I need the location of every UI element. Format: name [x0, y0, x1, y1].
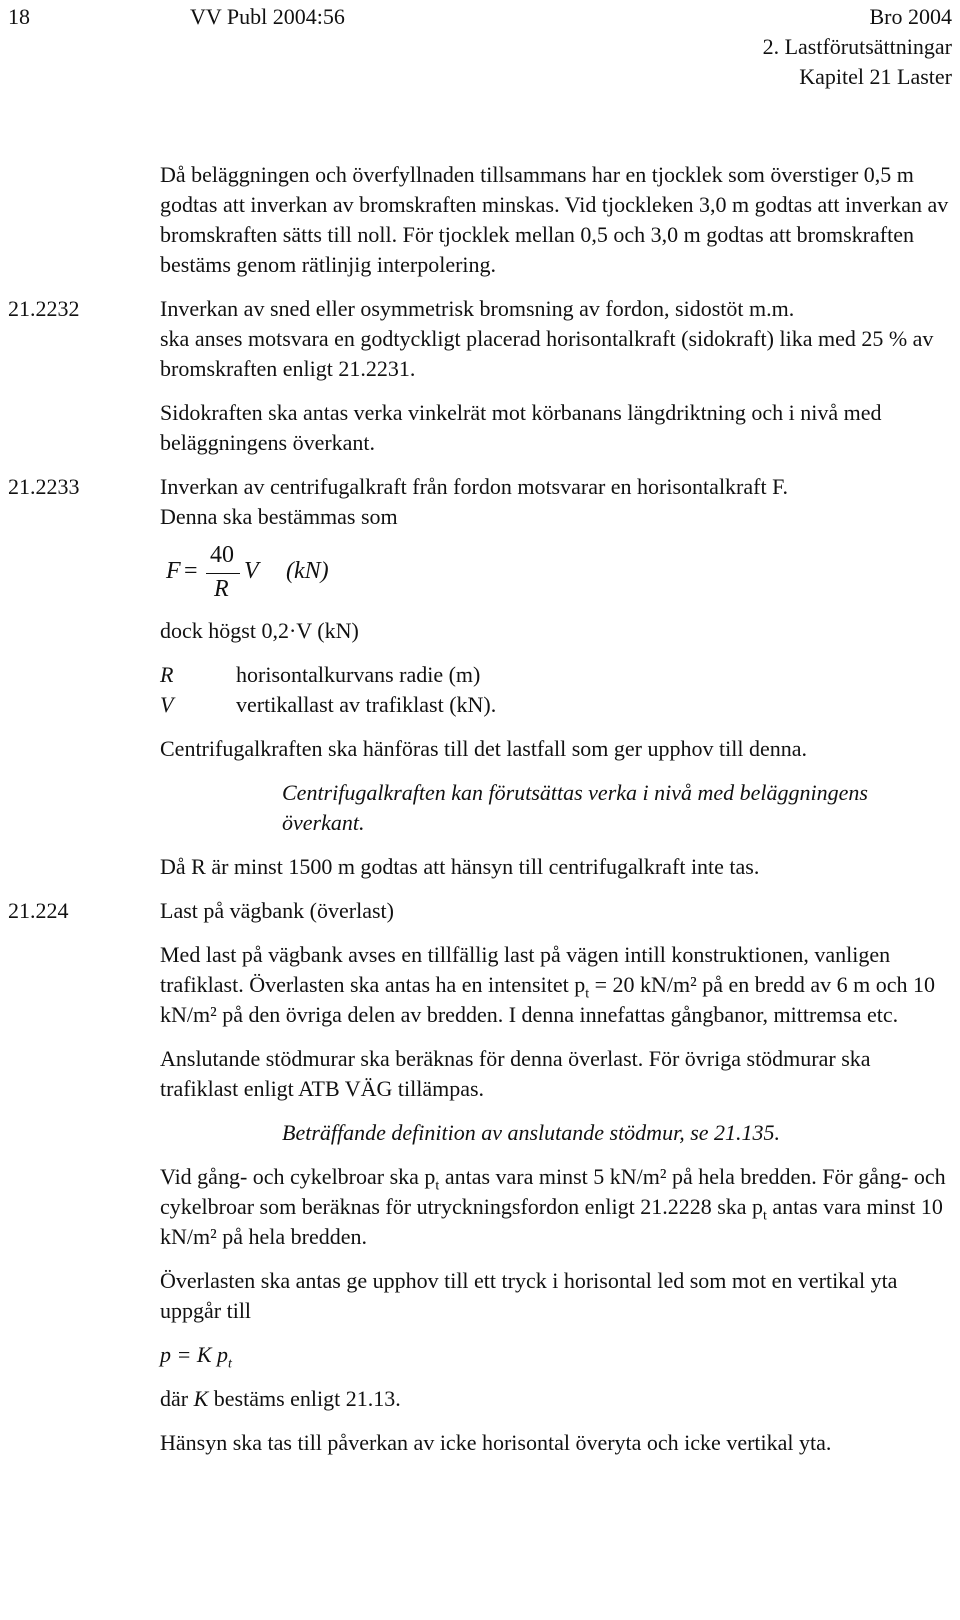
paragraph: ska anses motsvara en godtyckligt placerad horisontalkraft (sidokraft) lika med 25 % av bromskraften enligt 21.2231. [160, 326, 934, 381]
equation-main: p = K p [160, 1342, 229, 1367]
section-heading: Last på vägbank (överlast) [160, 898, 394, 923]
formula-lhs: F [166, 558, 181, 584]
definition-symbol: V [160, 692, 174, 717]
section-21-2233 [8, 472, 952, 896]
formula-unit: (kN) [286, 558, 329, 584]
formula-denominator: R [214, 576, 229, 602]
publication-id: VV Publ 2004:56 [190, 4, 345, 29]
text-run: Med last på vägbank avses en tillfällig last på vägen intill konstruktionen, vanligen trafiklast. Överlasten ska antas ha en intensitet p [160, 942, 891, 997]
definition-text: horisontalkurvans radie (m) [236, 662, 481, 687]
formula-numerator: 40 [210, 542, 234, 568]
paragraph: Då R är minst 1500 m godtas att hänsyn till centrifugalkraft inte tas. [160, 854, 760, 879]
subscript: t [435, 1178, 440, 1194]
paragraph: Sidokraften ska antas verka vinkelrät mot körbanans längdriktning och i nivå med beläggningens överkant. [160, 400, 882, 455]
paragraph: Hänsyn ska tas till påverkan av icke horisontal överyta och icke vertikal yta. [160, 1430, 832, 1455]
equation-subscript: t [228, 1356, 232, 1372]
page-number: 18 [8, 4, 30, 29]
definition-symbol: R [160, 662, 174, 687]
definition-row [160, 660, 950, 690]
running-header [763, 2, 952, 92]
section-heading: Inverkan av centrifugalkraft från fordon motsvarar en horisontalkraft F. [160, 474, 789, 499]
definition-text: vertikallast av trafiklast (kN). [236, 692, 497, 717]
text-run: Vid gång- och cykelbroar ska p [160, 1164, 436, 1189]
subscript: t [585, 986, 590, 1002]
italic-note: Centrifugalkraften kan förutsättas verka i nivå med beläggningens överkant. [282, 780, 868, 835]
section-21-2232 [8, 294, 952, 472]
paragraph: Anslutande stödmurar ska beräknas för denna överlast. För övriga stödmurar ska trafiklast enligt ATB VÄG tillämpas. [160, 1046, 871, 1101]
section-21-224 [8, 896, 952, 1458]
section-number: 21.224 [8, 898, 69, 923]
symbol-definitions [160, 660, 950, 720]
formula-equals: = [184, 558, 198, 584]
subscript: t [763, 1208, 767, 1224]
paragraph: Centrifugalkraften ska hänföras till det lastfall som ger upphov till denna. [160, 736, 807, 761]
section-title: 2. Lastförutsättningar [762, 34, 952, 59]
text-run: bestäms enligt 21.13. [208, 1386, 401, 1411]
paragraph [160, 940, 950, 1030]
intro-paragraph: Då beläggningen och överfyllnaden tillsammans har en tjocklek som överstiger 0,5 m godtas att inverkan av bromskraften minskas. Vid tjockleken 3,0 m godtas att inverkan av bromskraften sätts till noll. För tjocklek mellan 0,5 och 3,0 m godtas att bromskraften bestäms genom rätlinjig interpolering. [160, 162, 949, 277]
centrifugal-force-formula [160, 536, 950, 608]
text-run: = 20 kN/m² på en bredd av 6 m och 10 kN/m² på den övriga delen av bredden. I denna innefattas gångbanor, mittremsa etc. [160, 972, 935, 1027]
page-body [8, 160, 952, 1458]
section-heading: Inverkan av sned eller osymmetrisk bromsning av fordon, sidostöt m.m. [160, 296, 795, 321]
text-run: där [160, 1386, 194, 1411]
symbol-k: K [193, 1386, 209, 1411]
section-number: 21.2233 [8, 474, 80, 499]
paragraph [160, 1384, 950, 1414]
section-number: 21.2232 [8, 296, 80, 321]
chapter-title: Kapitel 21 Laster [799, 64, 952, 89]
pressure-equation [160, 1340, 950, 1370]
text-run: antas vara minst 10 kN/m² på hela bredden. [160, 1194, 943, 1249]
formula-limit: dock högst 0,2·V (kN) [160, 618, 359, 643]
italic-note: Beträffande definition av anslutande stödmur, se 21.135. [282, 1120, 781, 1145]
formula-factor: V [244, 558, 259, 584]
document-title: Bro 2004 [869, 4, 952, 29]
text-run: antas vara minst 5 kN/m² på hela bredden. För gång- och cykelbroar som beräknas för utryckningsfordon enligt 21.2228 ska p [160, 1164, 946, 1219]
definition-row [160, 690, 950, 720]
paragraph: Denna ska bestämmas som [160, 504, 398, 529]
paragraph [160, 1162, 950, 1252]
paragraph: Överlasten ska antas ge upphov till ett tryck i horisontal led som mot en vertikal yta uppgår till [160, 1268, 898, 1323]
